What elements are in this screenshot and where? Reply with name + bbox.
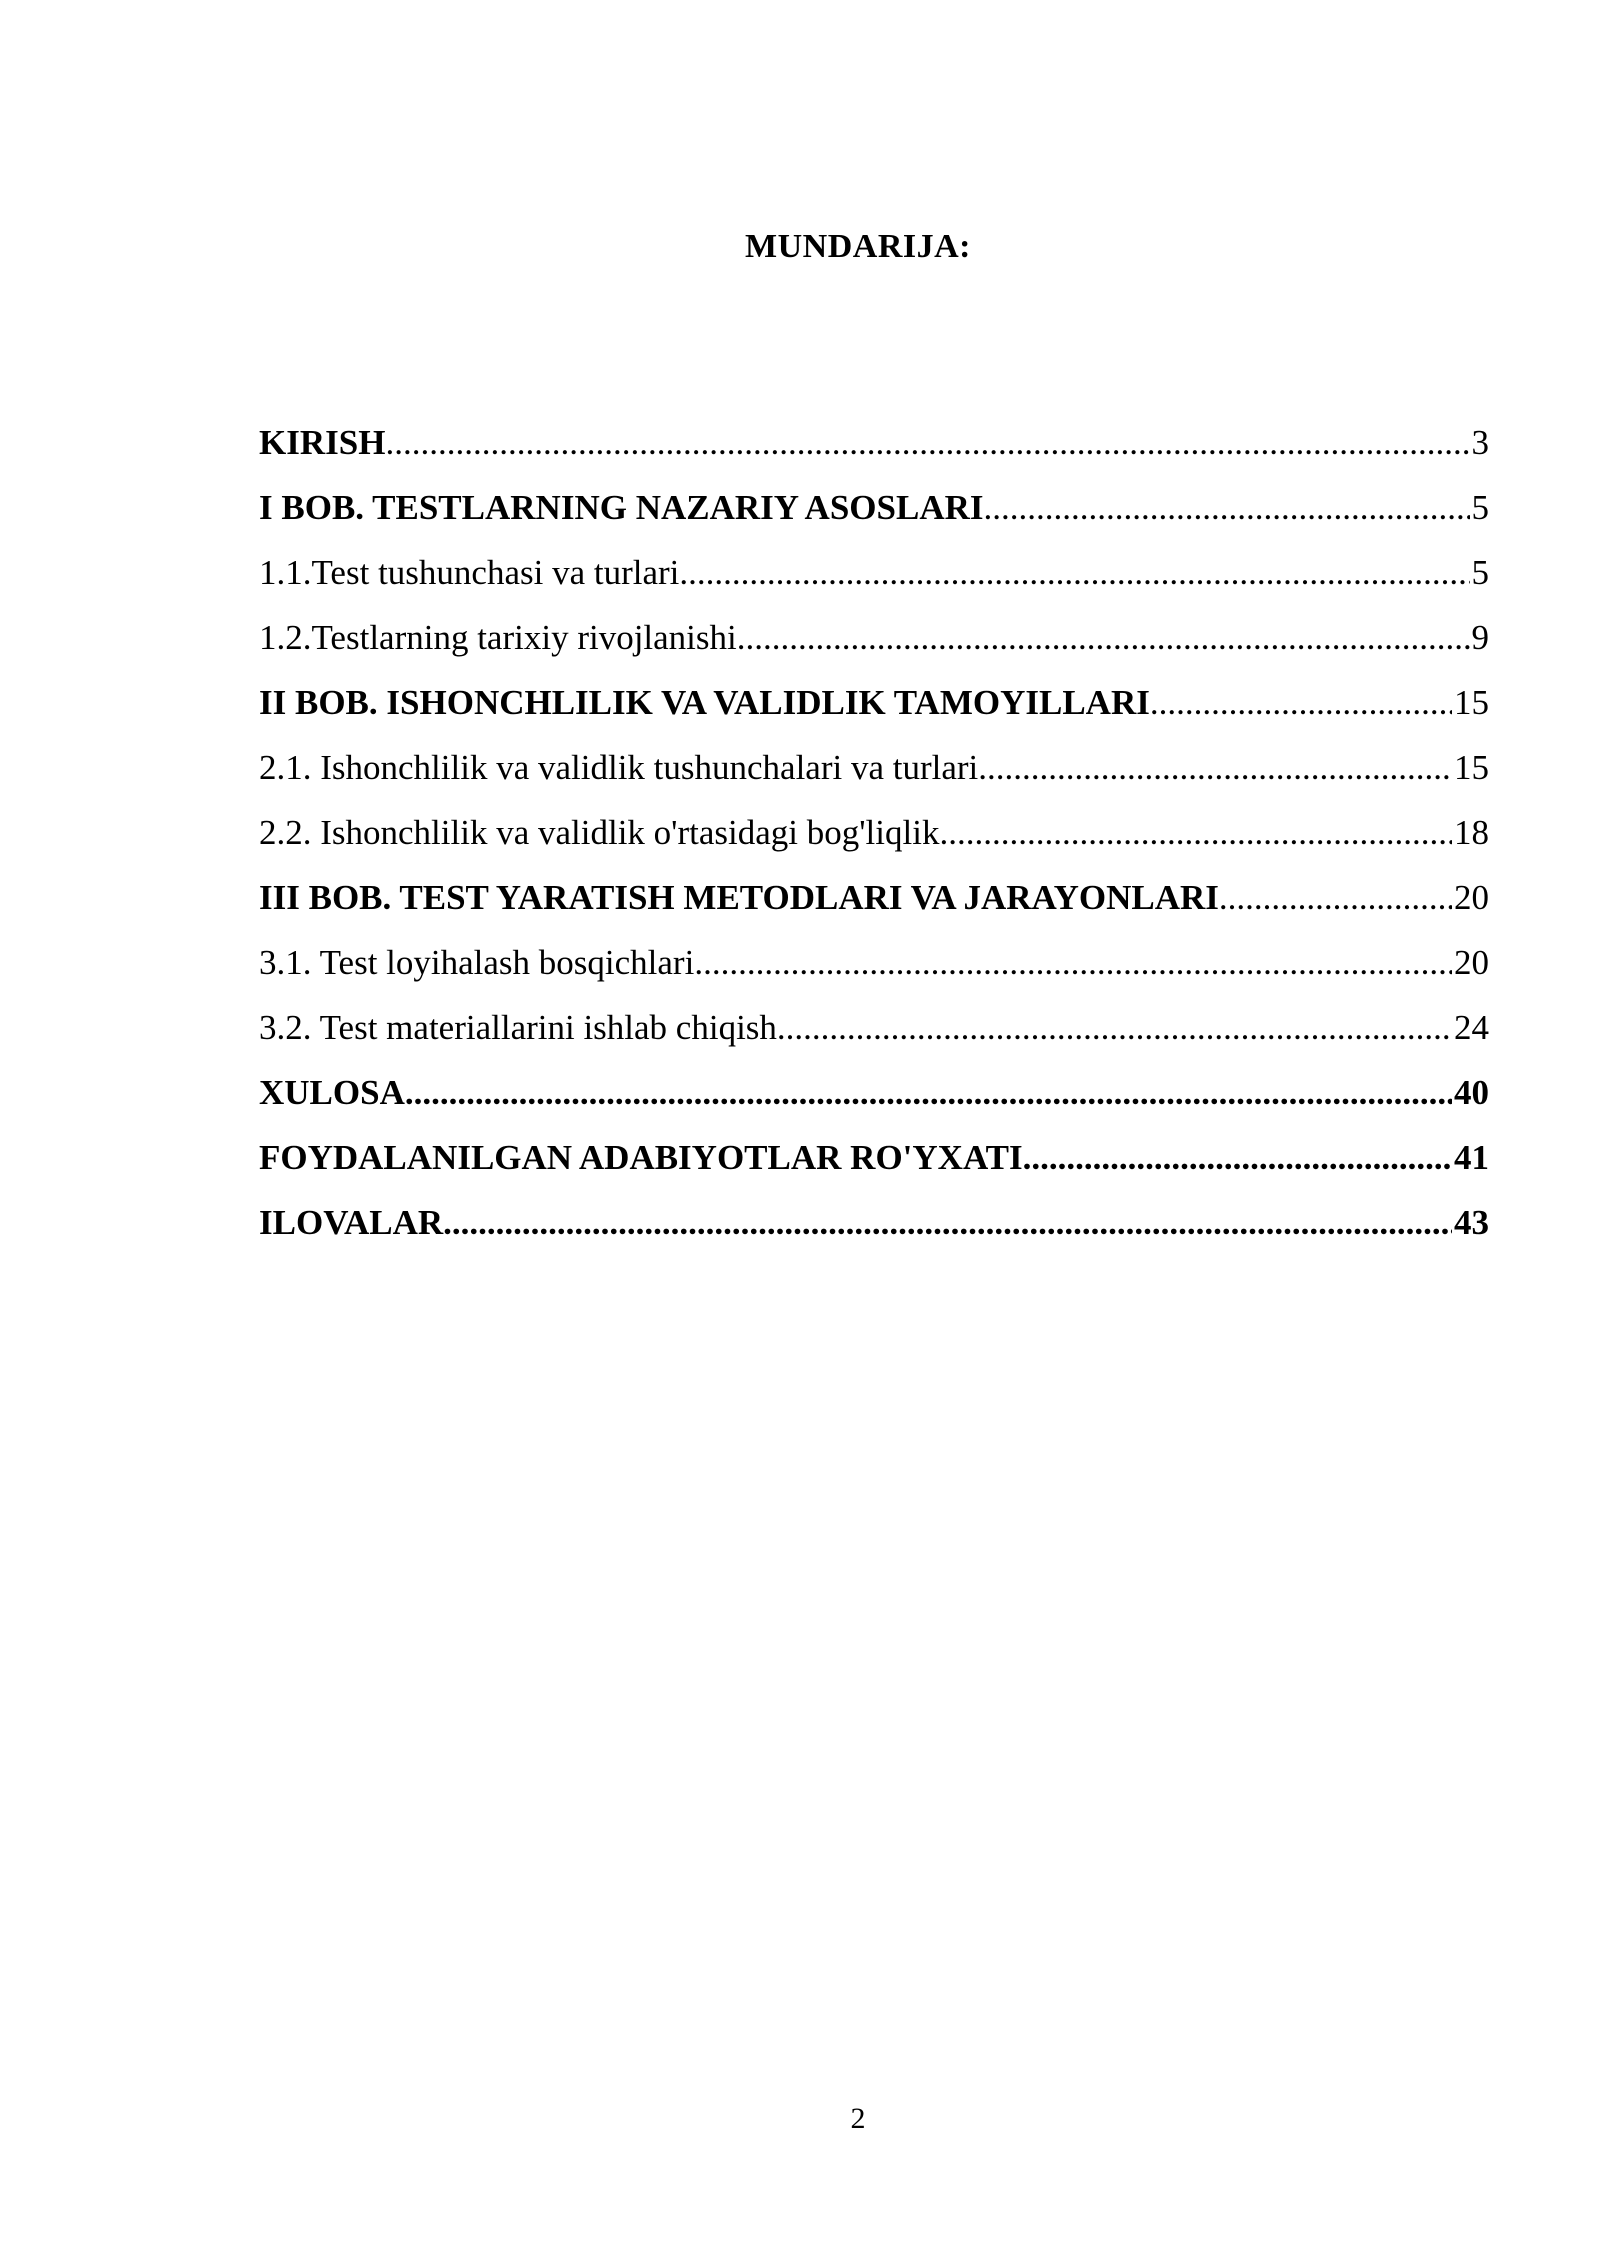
toc-entry-label: XULOSA bbox=[259, 1073, 405, 1112]
table-of-contents bbox=[259, 410, 1489, 1255]
toc-entry-page: 20 bbox=[1454, 878, 1489, 917]
toc-entry-label: 1.2.Testlarning tarixiy rivojlanishi bbox=[259, 618, 737, 657]
toc-entry-references[interactable] bbox=[259, 1125, 1489, 1190]
toc-dot-leader bbox=[939, 800, 1452, 865]
toc-entry-label: 2.1. Ishonchlilik va validlik tushunchalari va turlari bbox=[259, 748, 979, 787]
toc-entry-section-2-1[interactable] bbox=[259, 735, 1489, 800]
toc-dot-leader bbox=[1150, 670, 1452, 735]
toc-dot-leader bbox=[978, 735, 1452, 800]
toc-entry-label: 2.2. Ishonchlilik va validlik o'rtasidagi bog'liqlik bbox=[259, 813, 940, 852]
toc-entry-label: II BOB. ISHONCHLILIK VA VALIDLIK TAMOYILLARI bbox=[259, 683, 1150, 722]
toc-entry-page: 41 bbox=[1454, 1138, 1489, 1177]
toc-dot-leader bbox=[1023, 1125, 1452, 1190]
toc-dot-leader bbox=[777, 995, 1452, 1060]
toc-entry-label: KIRISH bbox=[259, 423, 386, 462]
toc-entry-section-3-1[interactable] bbox=[259, 930, 1489, 995]
toc-dot-leader bbox=[737, 605, 1470, 670]
toc-entry-chapter-3[interactable] bbox=[259, 865, 1489, 930]
page-number: 2 bbox=[850, 2102, 866, 2135]
toc-entry-kirish[interactable] bbox=[259, 410, 1489, 475]
toc-entry-section-3-2[interactable] bbox=[259, 995, 1489, 1060]
toc-entry-page: 3 bbox=[1471, 423, 1489, 462]
toc-dot-leader bbox=[1219, 865, 1452, 930]
toc-entry-page: 5 bbox=[1471, 553, 1489, 592]
toc-entry-label: FOYDALANILGAN ADABIYOTLAR RO'YXATI bbox=[259, 1138, 1023, 1177]
toc-entry-page: 18 bbox=[1454, 813, 1489, 852]
toc-dot-leader bbox=[984, 475, 1470, 540]
toc-entry-page: 15 bbox=[1454, 683, 1489, 722]
toc-entry-chapter-2[interactable] bbox=[259, 670, 1489, 735]
page-title: MUNDARIJA: bbox=[745, 228, 971, 265]
toc-entry-label: III BOB. TEST YARATISH METODLARI VA JARAYONLARI bbox=[259, 878, 1219, 917]
toc-dot-leader bbox=[385, 410, 1469, 475]
toc-dot-leader bbox=[679, 540, 1469, 605]
toc-entry-label: ILOVALAR bbox=[259, 1203, 444, 1242]
toc-dot-leader bbox=[443, 1190, 1452, 1255]
toc-entry-section-2-2[interactable] bbox=[259, 800, 1489, 865]
toc-entry-label: 3.1. Test loyihalash bosqichlari bbox=[259, 943, 695, 982]
toc-entry-page: 15 bbox=[1454, 748, 1489, 787]
toc-entry-label: 1.1.Test tushunchasi va turlari bbox=[259, 553, 680, 592]
toc-entry-page: 9 bbox=[1471, 618, 1489, 657]
toc-entry-page: 24 bbox=[1454, 1008, 1489, 1047]
toc-entry-page: 20 bbox=[1454, 943, 1489, 982]
toc-dot-leader bbox=[694, 930, 1452, 995]
toc-entry-ilovalar[interactable] bbox=[259, 1190, 1489, 1255]
toc-entry-section-1-1[interactable] bbox=[259, 540, 1489, 605]
toc-entry-xulosa[interactable] bbox=[259, 1060, 1489, 1125]
toc-entry-page: 40 bbox=[1454, 1073, 1489, 1112]
toc-entry-section-1-2[interactable] bbox=[259, 605, 1489, 670]
toc-entry-page: 5 bbox=[1471, 488, 1489, 527]
toc-dot-leader bbox=[405, 1060, 1452, 1125]
toc-entry-label: 3.2. Test materiallarini ishlab chiqish bbox=[259, 1008, 777, 1047]
toc-entry-label: I BOB. TESTLARNING NAZARIY ASOSLARI bbox=[259, 488, 984, 527]
toc-entry-chapter-1[interactable] bbox=[259, 475, 1489, 540]
toc-entry-page: 43 bbox=[1454, 1203, 1489, 1242]
